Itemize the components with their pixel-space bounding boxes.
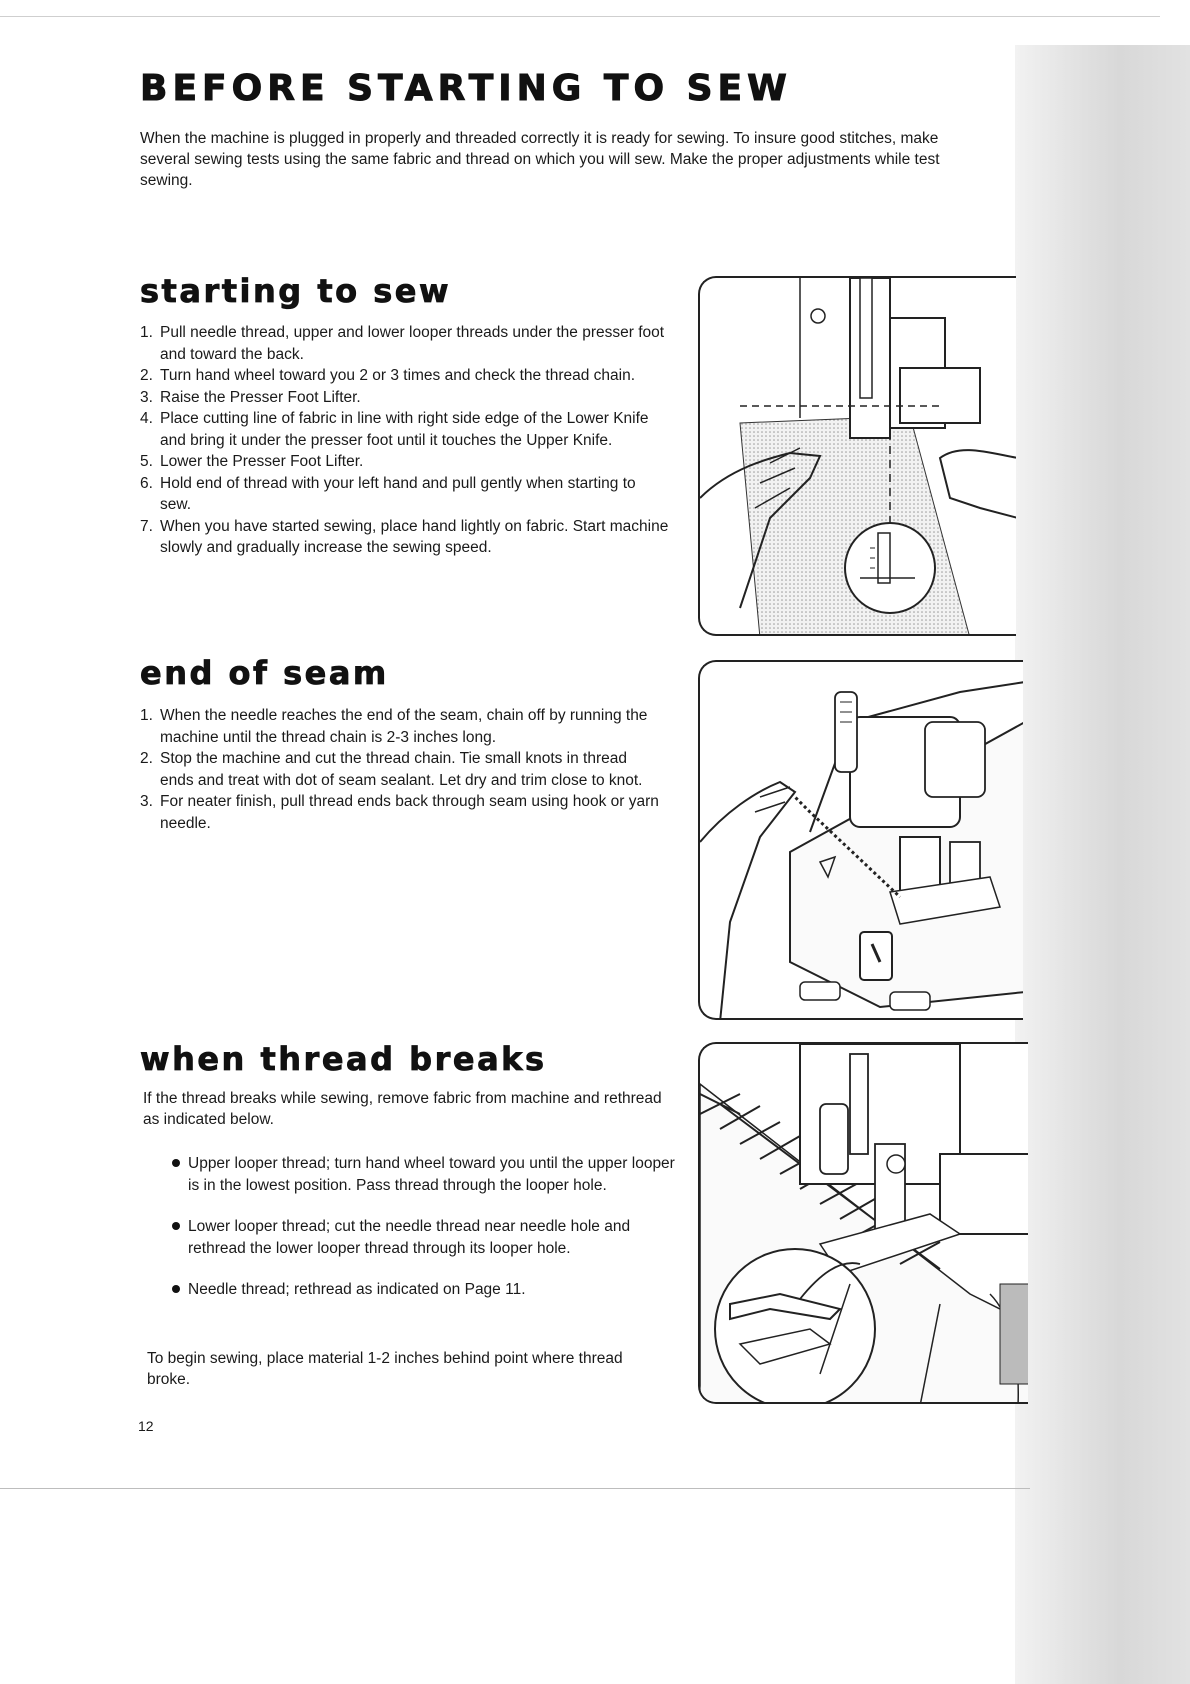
starting-step-item [140, 408, 670, 451]
section-heading-end-of-seam: end of seam [140, 654, 389, 692]
starting-step-item [140, 387, 670, 409]
presser-foot-fabric-icon [700, 278, 1016, 636]
thread-break-looper-icon [700, 1044, 1028, 1404]
section-heading-starting: starting to sew [140, 272, 452, 310]
starting-step-item-text: Turn hand wheel toward you 2 or 3 times and check the thread chain. [160, 367, 636, 384]
thread-break-bullet [170, 1153, 690, 1196]
starting-step-item-text: Pull needle thread, upper and lower looper threads under the presser foot and toward the back. [160, 324, 665, 363]
bullet-dot-icon [172, 1222, 180, 1230]
thread-break-bullet-text: Needle thread; rethread as indicated on Page 11. [188, 1281, 526, 1298]
bottom-rule [0, 1488, 1030, 1489]
starting-step-item-number: 1. [140, 324, 153, 341]
starting-step-item [140, 365, 670, 387]
end-of-seam-step-item-text: When the needle reaches the end of the seam, chain off by running the machine until the thread chain is 2-3 inches long. [160, 707, 648, 746]
starting-step-item-text: Hold end of thread with your left hand and pull gently when starting to sew. [160, 474, 636, 513]
end-of-seam-step-item-number: 1. [140, 707, 153, 724]
starting-step-item-text: Raise the Presser Foot Lifter. [160, 388, 361, 406]
starting-step-item-text: Lower the Presser Foot Lifter. [160, 453, 364, 470]
page-number: 12 [138, 1418, 154, 1434]
end-of-seam-step-item [140, 748, 660, 791]
starting-step-item-number: 7. [140, 517, 153, 535]
starting-step-item-text: When you have started sewing, place hand lightly on fabric. Start machine slowly and gradually increase the sewing speed. [160, 517, 669, 556]
thread-break-bullet [170, 1216, 690, 1259]
end-of-seam-step-item [140, 791, 660, 834]
starting-step-item-number: 3. [140, 388, 153, 406]
top-rule [0, 16, 1160, 17]
end-of-seam-step-item [140, 705, 660, 748]
thread-breaks-closing: To begin sewing, place material 1-2 inches behind point where thread broke. [147, 1350, 623, 1388]
end-of-seam-step-item-text: Stop the machine and cut the thread chain. Tie small knots in thread ends and treat with dot of seam sealant. Let dry and trim close to knot. [160, 750, 643, 789]
thread-breaks-intro: If the thread breaks while sewing, remove fabric from machine and rethread as indicated below. [143, 1090, 662, 1128]
bullet-dot-icon [172, 1285, 180, 1293]
starting-step-item [140, 473, 670, 516]
thread-break-bullet [170, 1279, 690, 1301]
starting-steps-list [140, 322, 670, 559]
scan-page-edge [1015, 45, 1190, 1684]
end-of-seam-step-item-number: 3. [140, 793, 153, 810]
intro-paragraph: When the machine is plugged in properly and threaded correctly it is ready for sewing. To insure good stitches, make several sewing tests using the same fabric and thread on which you will sew. Make the proper adjustments while test sewing. [140, 130, 940, 189]
bullet-dot-icon [172, 1159, 180, 1167]
end-of-seam-steps-list [140, 705, 660, 834]
starting-step-item-number: 5. [140, 453, 153, 470]
starting-step-item [140, 322, 670, 365]
thread-break-bullet-text: Lower looper thread; cut the needle thread near needle hole and rethread the lower looper thread through its looper hole. [188, 1218, 631, 1257]
starting-step-item-number: 6. [140, 474, 153, 492]
starting-step-item [140, 516, 670, 559]
starting-step-item-number: 2. [140, 367, 153, 384]
thread-break-bullet-text: Upper looper thread; turn hand wheel toward you until the upper looper is in the lowest position. Pass thread through the looper hole. [188, 1155, 675, 1194]
starting-step-item-text: Place cutting line of fabric in line with right side edge of the Lower Knife and bring it under the presser foot until it touches the Upper Knife. [160, 410, 649, 449]
starting-step-item-number: 4. [140, 410, 153, 427]
figure-starting-to-sew [698, 276, 1016, 636]
page-title: BEFORE STARTING TO SEW [140, 68, 792, 109]
end-of-seam-step-item-number: 2. [140, 750, 153, 767]
starting-step-item [140, 451, 670, 473]
serger-machine-chain-off-icon [700, 662, 1023, 1020]
figure-end-of-seam [698, 660, 1023, 1020]
end-of-seam-step-item-text: For neater finish, pull thread ends back through seam using hook or yarn needle. [160, 793, 659, 832]
thread-breaks-bullets [170, 1153, 690, 1321]
section-heading-thread-breaks: when thread breaks [140, 1040, 547, 1078]
figure-thread-breaks [698, 1042, 1028, 1404]
